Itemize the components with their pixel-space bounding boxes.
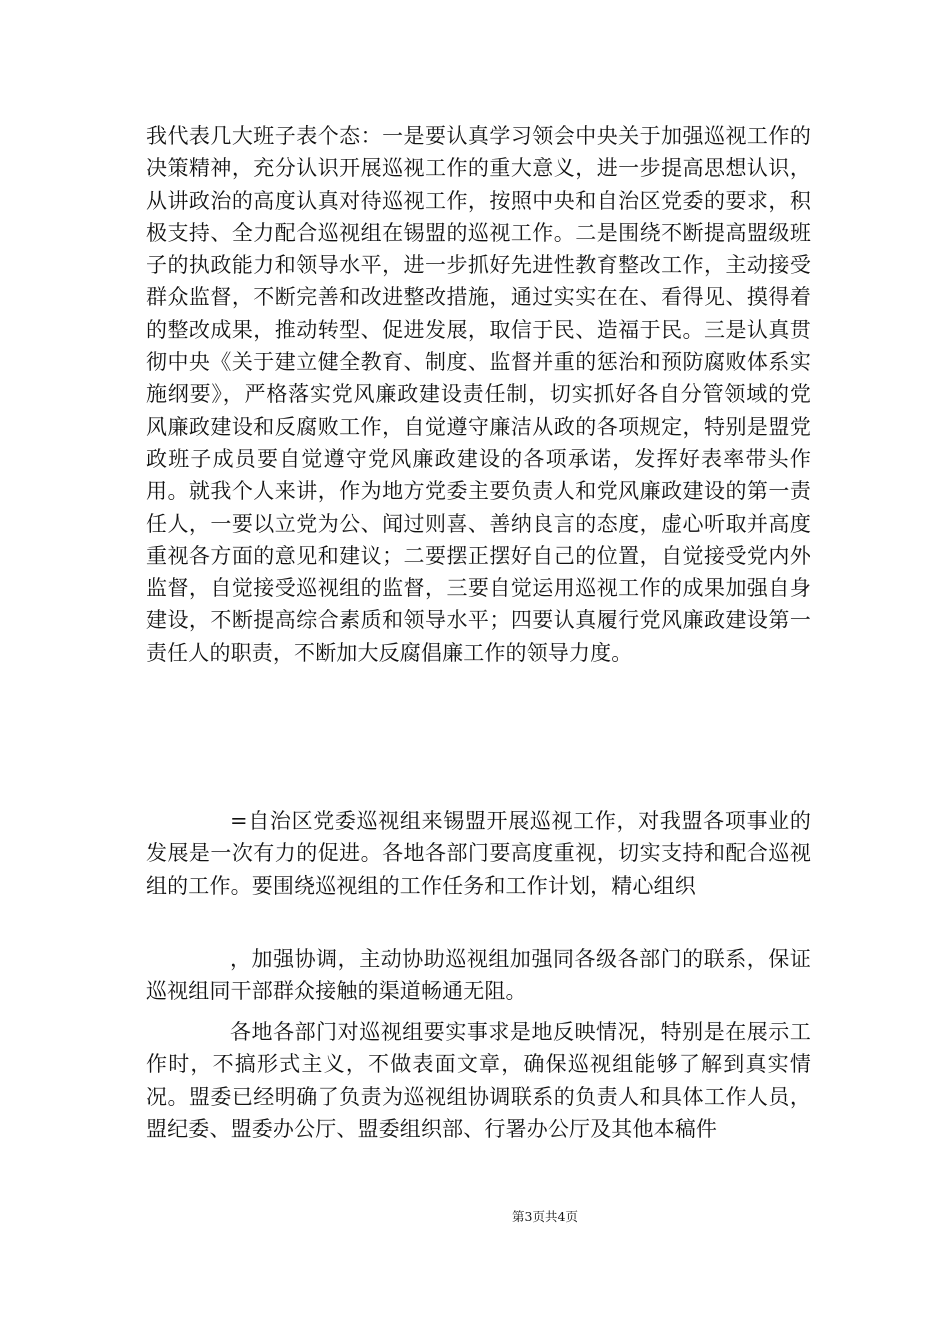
page-number-footer: 第3页共4页	[512, 1209, 578, 1224]
paragraph-2: =自治区党委巡视组来锡盟开展巡视工作，对我盟各项事业的发展是一次有力的促进。各地各部门要高度重视，切实支持和配合巡视组的工作。要围绕巡视组的工作任务和工作计划，精心组织	[146, 809, 811, 898]
paragraph-4: 各地各部门对巡视组要实事求是地反映情况，特别是在展示工作时，不搞形式主义，不做表面文章，确保巡视组能够了解到真实情况。盟委已经明确了负责为巡视组协调联系的负责人和具体工作人员，盟纪委、盟委办公厅、盟委组织部、行署办公厅及其他本稿件	[146, 1020, 811, 1141]
paragraph-3: ，加强协调，主动协助巡视组加强同各级各部门的联系，保证巡视组同干部群众接触的渠道畅通无阻。	[146, 947, 811, 1004]
paragraph-1: 我代表几大班子表个态：一是要认真学习领会中央关于加强巡视工作的决策精神，充分认识开展巡视工作的重大意义，进一步提高思想认识，从讲政治的高度认真对待巡视工作，按照中央和自治区党委的要求，积极支持、全力配合巡视组在锡盟的巡视工作。二是围绕不断提高盟级班子的执政能力和领导水平，进一步抓好先进性教育整改工作，主动接受群众监督，不断完善和改进整改措施，通过实实在在、看得见、摸得着的整改成果，推动转型、促进发展，取信于民、造福于民。三是认真贯彻中央《关于建立健全教育、制度、监督并重的惩治和预防腐败体系实施纲要》，严格落实党风廉政建设责任制，切实抓好各自分管领域的党风廉政建设和反腐败工作，自觉遵守廉洁从政的各项规定，特别是盟党政班子成员要自觉遵守党风廉政建设的各项承诺，发挥好表率带头作用。就我个人来讲，作为地方党委主要负责人和党风廉政建设的第一责任人，一要以立党为公、闻过则喜、善纳良言的态度，虚心听取并高度重视各方面的意见和建议；二要摆正摆好自己的位置，自觉接受党内外监督，自觉接受巡视组的监督，三要自觉运用巡视工作的成果加强自身建设，不断提高综合素质和领导水平；四要认真履行党风廉政建设第一责任人的职责，不断加大反腐倡廉工作的领导力度。	[146, 124, 811, 665]
